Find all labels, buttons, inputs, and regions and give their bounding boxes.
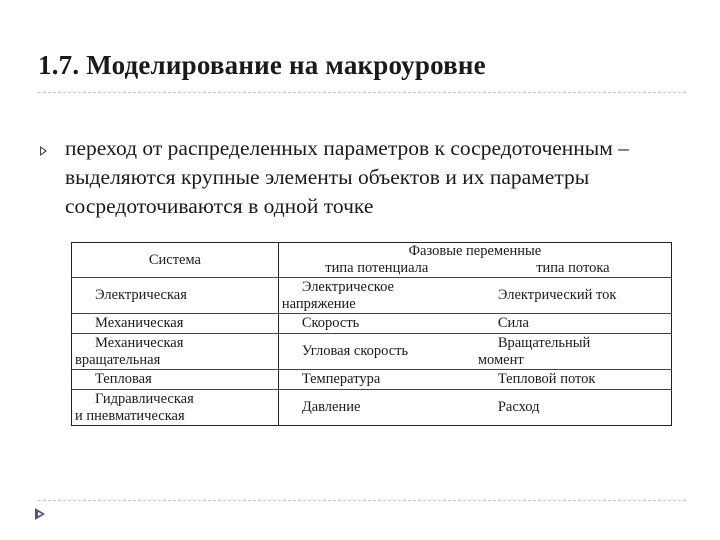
cell-flow-cont: момент (477, 351, 524, 368)
header-flow: типа потока (475, 260, 672, 278)
slide-title: 1.7. Моделирование на макроуровне (38, 50, 486, 80)
table-row (72, 390, 672, 426)
cell-system: Механическая (95, 334, 184, 351)
table-row (72, 278, 672, 314)
cell-system: Тепловая (95, 371, 152, 387)
bullet-text: переход от распределенных параметров к сосредоточенным – выделяются крупные элементы объектов и их параметры сосредоточиваются в одной точке (65, 136, 629, 218)
cell-potential: Скорость (301, 315, 360, 331)
cell-system: Электрическая (95, 287, 187, 303)
nav-arrow-icon[interactable] (32, 506, 48, 522)
header-phase-variables: Фазовые переменные (278, 243, 671, 261)
title-divider (38, 92, 686, 93)
phase-variables-table (71, 242, 672, 426)
triangle-bullet-icon (40, 146, 47, 156)
cell-flow: Электрический ток (497, 287, 617, 303)
cell-potential: Угловая скорость (301, 343, 409, 359)
cell-potential: Температура (301, 371, 381, 387)
cell-potential: Давление (301, 399, 361, 415)
header-potential: типа потенциала (278, 260, 475, 278)
footer-divider (38, 500, 686, 501)
cell-flow: Расход (497, 399, 540, 415)
table-row (72, 334, 672, 370)
cell-flow: Тепловой поток (497, 371, 596, 387)
cell-flow: Вращательный (497, 334, 591, 351)
cell-system: Механическая (95, 315, 184, 331)
table-row (72, 314, 672, 334)
cell-potential-cont: напряжение (281, 295, 356, 312)
header-system: Система (72, 243, 279, 278)
table-row (72, 370, 672, 390)
cell-potential: Электрическое (301, 278, 394, 295)
cell-flow: Сила (497, 315, 529, 331)
cell-system: Гидравлическая (95, 390, 194, 407)
cell-system-cont: вращательная (75, 351, 161, 368)
cell-system-cont: и пневматическая (75, 407, 185, 424)
